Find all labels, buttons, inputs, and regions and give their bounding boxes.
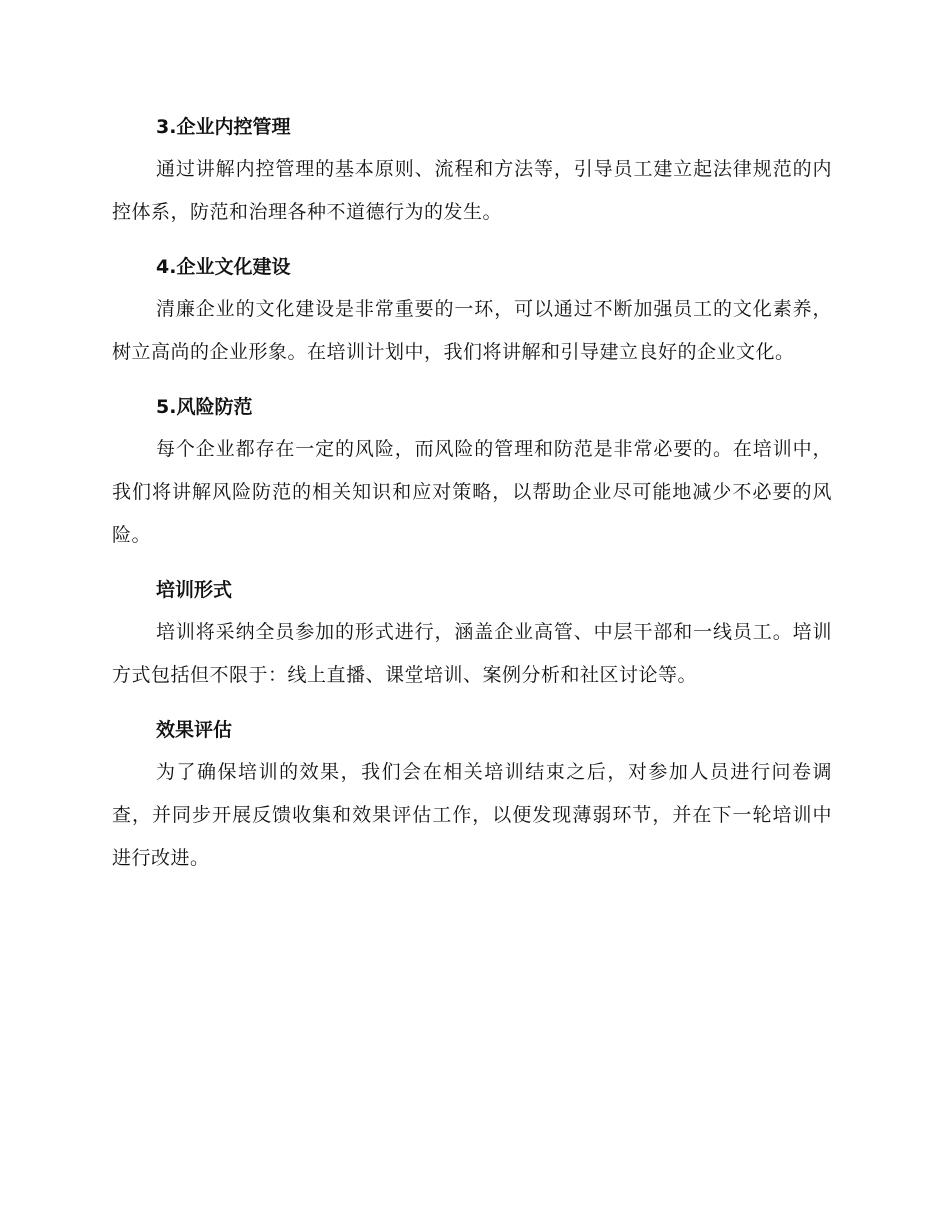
section-body-internal-control: 通过讲解内控管理的基本原则、流程和方法等，引导员工建立起法律规范的内控体系，防范和治理各种不道德行为的发生。 — [112, 158, 832, 223]
section-body-evaluation: 为了确保培训的效果，我们会在相关培训结束之后，对参加人员进行问卷调查，并同步开展反馈收集和效果评估工作，以便发现薄弱环节，并在下一轮培训中进行改进。 — [112, 761, 832, 869]
document-body — [112, 106, 832, 892]
section-body-training-format: 培训将采纳全员参加的形式进行，涵盖企业高管、中层干部和一线员工。培训方式包括但不限于：线上直播、课堂培训、案例分析和社区讨论等。 — [112, 621, 832, 686]
section-body-risk: 每个企业都存在一定的风险，而风险的管理和防范是非常必要的。在培训中，我们将讲解风险防范的相关知识和应对策略，以帮助企业尽可能地减少不必要的风险。 — [112, 438, 832, 546]
section-heading-evaluation: 效果评估 — [156, 719, 233, 741]
section-body-culture: 清廉企业的文化建设是非常重要的一环，可以通过不断加强员工的文化素养，树立高尚的企业形象。在培训计划中，我们将讲解和引导建立良好的企业文化。 — [112, 298, 832, 363]
section-heading-culture: 4.企业文化建设 — [156, 256, 291, 278]
section-heading-risk: 5.风险防范 — [156, 396, 253, 418]
section-heading-training-format: 培训形式 — [156, 579, 233, 601]
section-heading-internal-control: 3.企业内控管理 — [156, 116, 291, 138]
